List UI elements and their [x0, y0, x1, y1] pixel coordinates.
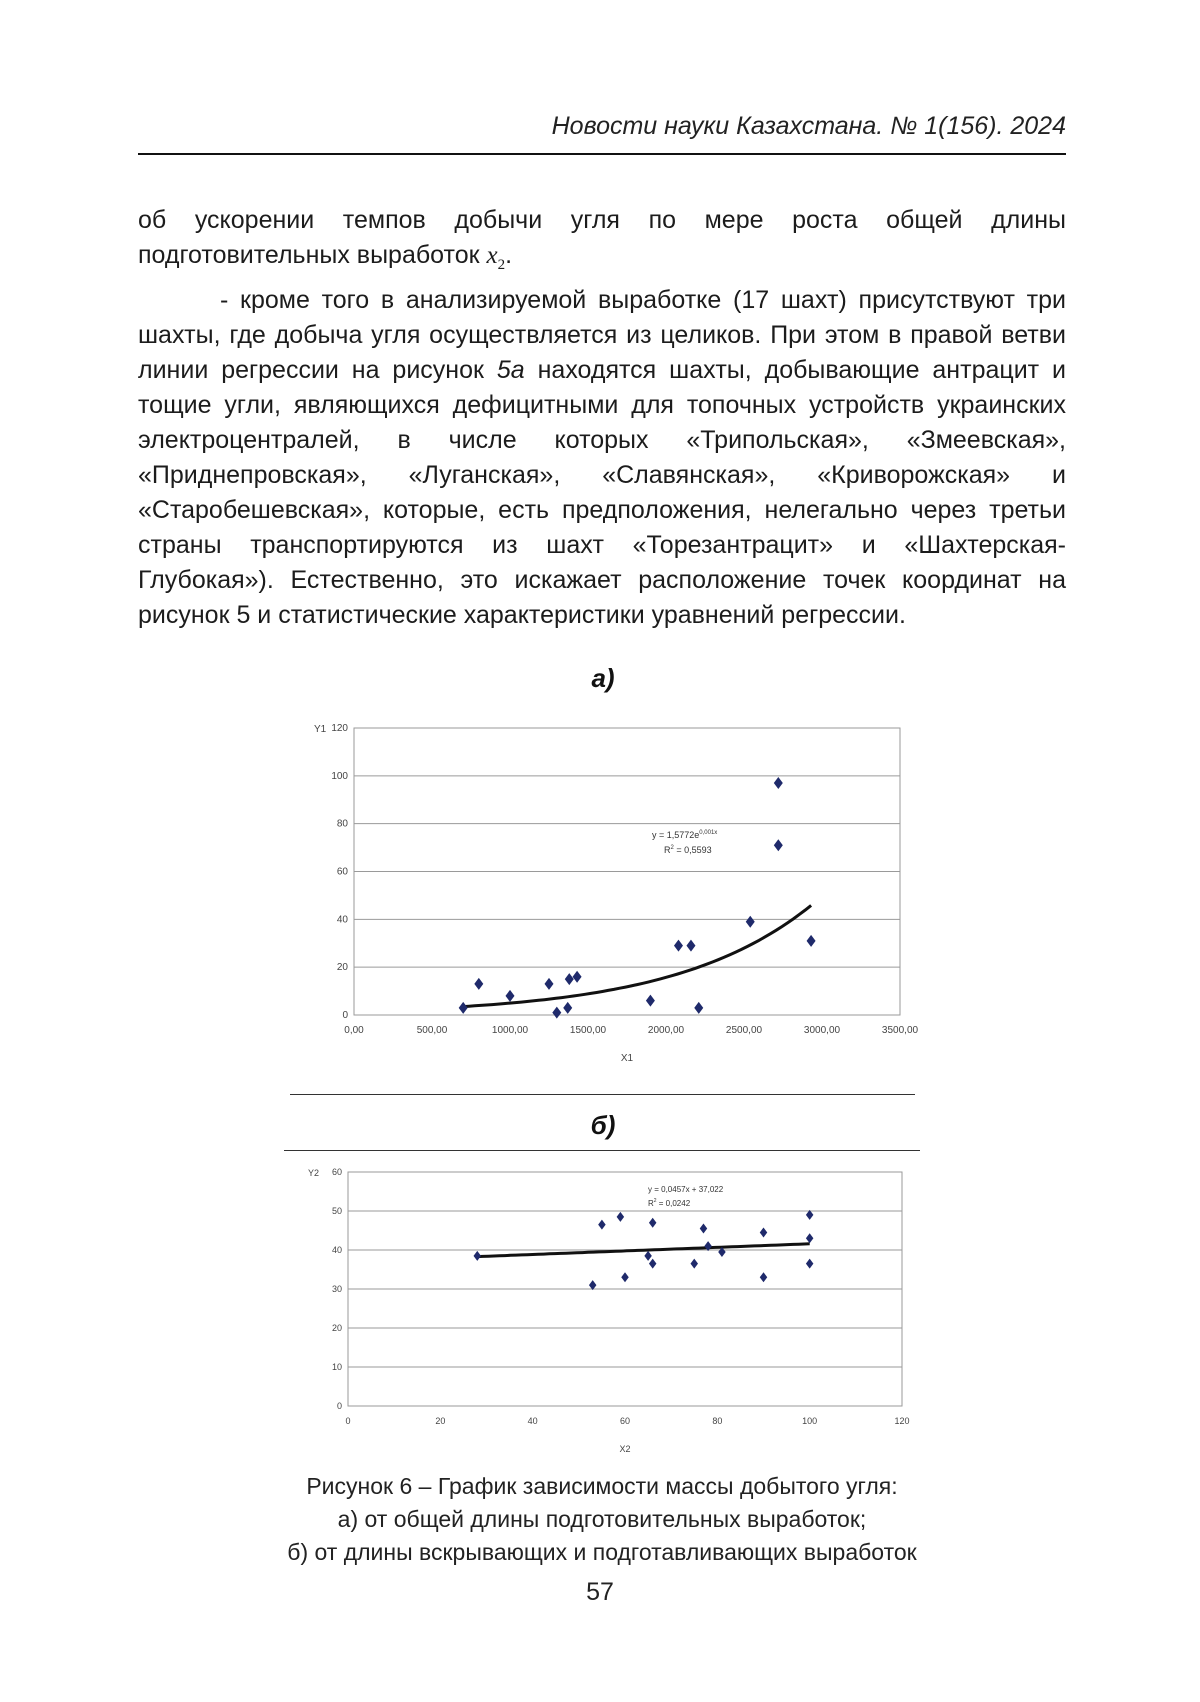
data-point: [807, 935, 816, 947]
x-tick-label: 0: [345, 1416, 351, 1426]
body-text: [138, 203, 1066, 633]
paragraph-2-rest: находятся шахты, добывающие антрацит и тощие угли, являющихся дефицитными для топочных устройств украинских электроцентралей, в числе которых «Трипольская», «Змеевская», «Приднепровская», «Луганская», «Славянская», «Криворожская» и «Старобешевская», которые, есть предположения, нелегально через третьи страны транспортируются из шахт «Торезантрацит» и «Шахтерская-Глубокая»). Естественно, это искажает расположение точек координат на рисунок 5 и статистические характеристики уравнений регрессии.: [138, 356, 1066, 629]
data-point: [552, 1007, 561, 1019]
data-point: [644, 1251, 652, 1261]
separator-line-a: [290, 1094, 915, 1095]
variable-x: x: [486, 242, 498, 269]
chart-a: [290, 712, 930, 1072]
x-tick-label: 60: [619, 1416, 631, 1426]
x-tick-label: 0,00: [344, 1025, 364, 1036]
data-point: [746, 916, 755, 928]
regression-equation: y = 0,0457x + 37,022: [648, 1185, 724, 1194]
caption-line-3: б) от длины вскрывающих и подготавливающих выработок: [287, 1539, 917, 1565]
paragraph-1-end: .: [505, 241, 513, 269]
data-point: [774, 777, 783, 789]
data-point: [565, 973, 574, 985]
x-axis-label: X2: [619, 1444, 631, 1454]
y-tick-label: 20: [331, 1323, 342, 1333]
data-point: [573, 971, 582, 983]
data-point: [617, 1212, 625, 1222]
y-tick-label: 40: [331, 1245, 342, 1255]
x-tick-label: 40: [527, 1416, 538, 1426]
x-axis-label: X1: [620, 1053, 634, 1064]
data-point: [459, 1002, 468, 1014]
x-tick-label: 2000,00: [647, 1025, 685, 1036]
paragraph-1-text: об ускорении темпов добычи угля по мере роста общей длины подготовительных выработок: [138, 206, 1066, 269]
y-tick-label: 50: [331, 1206, 342, 1216]
figure-reference-5a: 5а: [496, 356, 525, 384]
y-tick-label: 10: [331, 1362, 342, 1372]
data-point: [774, 839, 783, 851]
x-tick-label: 80: [712, 1416, 723, 1426]
y-tick-label: 0: [336, 1401, 342, 1411]
paragraph-2-text: - кроме того в анализируемой выработке (17 шахт) присутствуют три шахты, где добыча угля осуществляется из целиков. При этом в правой ветви линии регрессии на рисунок: [138, 286, 1066, 384]
page-number: 57: [586, 1578, 614, 1606]
variable-x2: [486, 242, 506, 273]
y-tick-label: 60: [331, 1167, 342, 1177]
data-point: [545, 978, 554, 990]
y-tick-label: 120: [331, 723, 348, 734]
r-squared: $R^2 = 0,5593$: [664, 845, 712, 855]
caption-line-1: Рисунок 6 – График зависимости массы добытого угля:: [306, 1473, 898, 1499]
data-point: [474, 1251, 482, 1261]
data-point: [806, 1233, 814, 1243]
r-squared: $R^2 = 0,0242$: [648, 1198, 691, 1208]
trendline: [463, 905, 811, 1006]
data-point: [691, 1259, 699, 1269]
x-tick-label: 1000,00: [491, 1025, 529, 1036]
data-point: [674, 940, 683, 952]
y-tick-label: 60: [336, 866, 348, 878]
paragraph-1: [138, 203, 1066, 283]
data-point: [700, 1224, 708, 1234]
data-point: [760, 1227, 768, 1237]
data-point: [598, 1220, 606, 1230]
panel-a-label: а): [591, 663, 615, 693]
x-tick-label: 100: [802, 1416, 818, 1426]
x-tick-label: 2500,00: [725, 1025, 763, 1036]
separator-line-b: [284, 1150, 920, 1151]
data-point: [649, 1218, 657, 1228]
chart-b: [300, 1160, 930, 1460]
x-tick-label: 500,00: [416, 1025, 448, 1036]
y-axis-label: Y2: [308, 1168, 320, 1178]
x-tick-label: 3000,00: [803, 1025, 841, 1036]
data-point: [649, 1259, 657, 1269]
paragraph-2: [138, 283, 1066, 633]
panel-b-label: б): [590, 1110, 616, 1140]
journal-header: Новости науки Казахстана. № 1(156). 2024: [551, 112, 1066, 140]
y-tick-label: 100: [331, 770, 348, 782]
x-tick-label: 1500,00: [569, 1025, 607, 1036]
data-point: [506, 990, 515, 1002]
regression-equation: $y = 1,5772e^{0,001x}$: [652, 830, 718, 840]
data-point: [474, 978, 483, 990]
x-tick-label: 120: [894, 1416, 910, 1426]
header-rule: [138, 153, 1066, 155]
caption-line-2: а) от общей длины подготовительных выработок;: [337, 1506, 867, 1532]
y-tick-label: 80: [336, 818, 348, 830]
data-point: [806, 1259, 814, 1269]
x-tick-label: 3500,00: [881, 1025, 919, 1036]
y-tick-label: 0: [342, 1010, 348, 1021]
y-tick-label: 20: [336, 962, 348, 974]
y-tick-label: 40: [336, 914, 348, 926]
data-point: [646, 995, 655, 1007]
data-point: [563, 1002, 572, 1014]
y-axis-label: Y1: [314, 724, 327, 735]
data-point: [760, 1272, 768, 1282]
figure-caption: [138, 1470, 1066, 1569]
data-point: [694, 1002, 703, 1014]
x-tick-label: 20: [435, 1416, 446, 1426]
data-point: [621, 1272, 629, 1282]
y-tick-label: 30: [331, 1284, 342, 1294]
variable-subscript: 2: [497, 257, 506, 273]
data-point: [686, 940, 695, 952]
